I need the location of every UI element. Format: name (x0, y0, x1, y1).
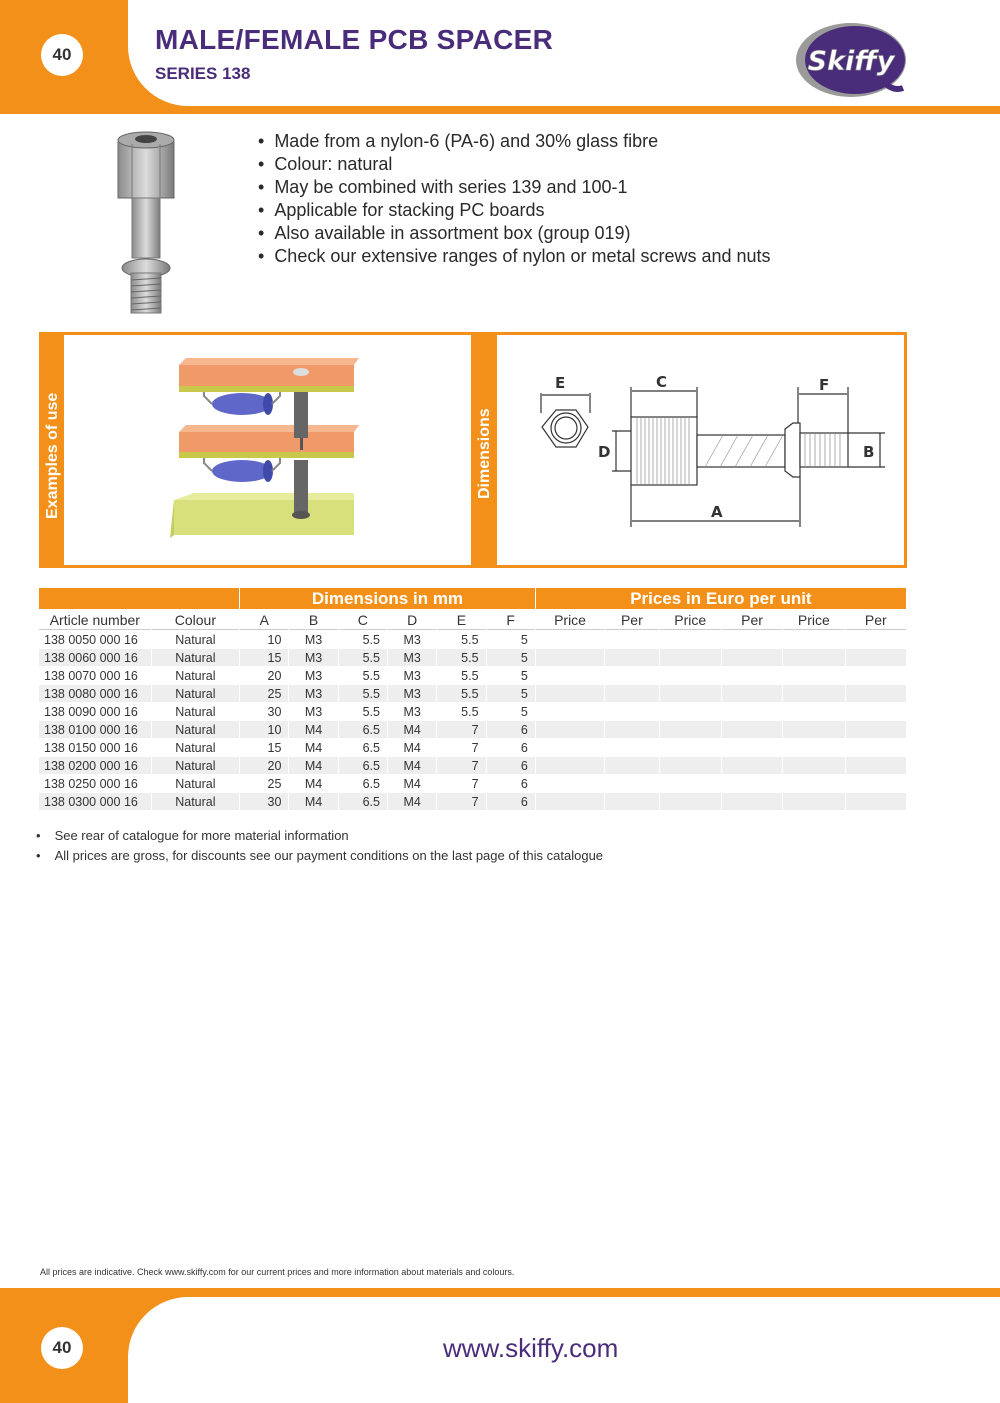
cell-price (536, 703, 604, 720)
dim-letter-d: D (598, 443, 611, 461)
skiffy-logo (793, 20, 913, 102)
cell-e: 5.5 (437, 667, 485, 684)
cell-price (783, 793, 844, 810)
cell-a: 30 (240, 793, 288, 810)
cell-colour: Natural (152, 757, 240, 774)
cell-price (660, 721, 721, 738)
cell-c: 6.5 (339, 757, 387, 774)
cell-price (536, 775, 604, 792)
cell-colour: Natural (152, 775, 240, 792)
cell-a: 15 (240, 649, 288, 666)
dim-letter-a: A (711, 503, 723, 521)
cell-per (605, 721, 658, 738)
cell-per (846, 757, 906, 774)
cell-f: 6 (487, 775, 535, 792)
col-d: D (388, 610, 436, 630)
cell-per (722, 703, 782, 720)
cell-f: 6 (487, 739, 535, 756)
cell-article-number: 138 0090 000 16 (39, 703, 151, 720)
cell-per (605, 631, 658, 648)
col-colour: Colour (152, 610, 240, 630)
col-article-number: Article number (39, 610, 151, 630)
cell-price (783, 649, 844, 666)
cell-b: M4 (289, 775, 337, 792)
cell-per (846, 685, 906, 702)
cell-d: M3 (388, 649, 436, 666)
cell-c: 5.5 (339, 703, 387, 720)
table-body (39, 631, 906, 810)
cell-price (536, 667, 604, 684)
table-row (39, 793, 906, 810)
cell-per (605, 649, 658, 666)
cell-f: 5 (487, 667, 535, 684)
cell-a: 30 (240, 703, 288, 720)
cell-d: M4 (388, 721, 436, 738)
cell-a: 20 (240, 667, 288, 684)
cell-per (605, 757, 658, 774)
cell-per (605, 775, 658, 792)
cell-d: M4 (388, 757, 436, 774)
cell-per (846, 649, 906, 666)
cell-per (605, 703, 658, 720)
cell-f: 5 (487, 703, 535, 720)
cell-price (783, 703, 844, 720)
notes-list (36, 826, 603, 866)
cell-article-number: 138 0070 000 16 (39, 667, 151, 684)
table-row (39, 649, 906, 666)
cell-price (783, 631, 844, 648)
cell-article-number: 138 0250 000 16 (39, 775, 151, 792)
col-per: Per (722, 610, 782, 630)
cell-price (660, 649, 721, 666)
cell-price (536, 649, 604, 666)
cell-a: 15 (240, 739, 288, 756)
table-row (39, 739, 906, 756)
cell-price (536, 757, 604, 774)
dim-letter-f: F (819, 376, 830, 394)
cell-price (660, 793, 721, 810)
cell-per (722, 667, 782, 684)
cell-per (605, 685, 658, 702)
cell-colour: Natural (152, 667, 240, 684)
note-item: • All prices are gross, for discounts see our payment conditions on the last page of this catalogue (36, 846, 603, 866)
cell-article-number: 138 0150 000 16 (39, 739, 151, 756)
col-a: A (240, 610, 288, 630)
cell-per (846, 631, 906, 648)
feature-item: • Colour: natural (258, 153, 771, 176)
cell-price (660, 685, 721, 702)
cell-per (605, 739, 658, 756)
col-per: Per (605, 610, 658, 630)
feature-item: • Applicable for stacking PC boards (258, 199, 771, 222)
cell-article-number: 138 0060 000 16 (39, 649, 151, 666)
website-link[interactable]: www.skiffy.com (443, 1333, 619, 1363)
cell-e: 7 (437, 721, 485, 738)
cell-e: 5.5 (437, 631, 485, 648)
col-e: E (437, 610, 485, 630)
cell-per (722, 793, 782, 810)
cell-colour: Natural (152, 685, 240, 702)
cell-per (846, 775, 906, 792)
cell-f: 6 (487, 793, 535, 810)
cell-article-number: 138 0100 000 16 (39, 721, 151, 738)
cell-price (536, 631, 604, 648)
cell-e: 5.5 (437, 685, 485, 702)
cell-c: 6.5 (339, 775, 387, 792)
dim-letter-c: C (656, 373, 668, 391)
cell-price (783, 775, 844, 792)
table-row (39, 775, 906, 792)
col-b: B (289, 610, 337, 630)
cell-b: M3 (289, 685, 337, 702)
cell-a: 10 (240, 721, 288, 738)
cell-article-number: 138 0200 000 16 (39, 757, 151, 774)
cell-per (722, 631, 782, 648)
cell-c: 6.5 (339, 721, 387, 738)
cell-price (536, 721, 604, 738)
cell-e: 5.5 (437, 649, 485, 666)
cell-b: M3 (289, 667, 337, 684)
cell-b: M4 (289, 721, 337, 738)
cell-price (536, 793, 604, 810)
cell-c: 5.5 (339, 649, 387, 666)
cell-d: M3 (388, 703, 436, 720)
cell-d: M3 (388, 631, 436, 648)
page-number-badge: 40 (41, 34, 83, 76)
cell-d: M4 (388, 775, 436, 792)
feature-item: • Check our extensive ranges of nylon or metal screws and nuts (258, 245, 771, 268)
cell-c: 6.5 (339, 739, 387, 756)
feature-item: • May be combined with series 139 and 100-1 (258, 176, 771, 199)
table-row (39, 703, 906, 720)
dimensions-label: Dimensions (476, 408, 493, 499)
cell-c: 5.5 (339, 667, 387, 684)
cell-per (722, 757, 782, 774)
cell-f: 6 (487, 721, 535, 738)
cell-c: 5.5 (339, 631, 387, 648)
col-f: F (487, 610, 535, 630)
col-c: C (339, 610, 387, 630)
cell-price (536, 685, 604, 702)
cell-price (783, 721, 844, 738)
cell-per (722, 721, 782, 738)
cell-price (783, 667, 844, 684)
col-price: Price (783, 610, 844, 630)
cell-a: 10 (240, 631, 288, 648)
cell-b: M4 (289, 793, 337, 810)
cell-article-number: 138 0050 000 16 (39, 631, 151, 648)
cell-per (722, 685, 782, 702)
cell-per (846, 703, 906, 720)
logo-text: Skiffy (807, 46, 895, 77)
cell-a: 25 (240, 685, 288, 702)
cell-b: M3 (289, 703, 337, 720)
cell-price (660, 631, 721, 648)
cell-colour: Natural (152, 739, 240, 756)
cell-f: 6 (487, 757, 535, 774)
col-per: Per (846, 610, 906, 630)
col-price: Price (660, 610, 721, 630)
cell-per (722, 775, 782, 792)
cell-per (846, 793, 906, 810)
cell-f: 5 (487, 631, 535, 648)
table-row (39, 757, 906, 774)
feature-list (258, 130, 771, 268)
cell-e: 7 (437, 757, 485, 774)
cell-a: 20 (240, 757, 288, 774)
col-price: Price (536, 610, 604, 630)
examples-label: Examples of use (44, 392, 61, 519)
cell-colour: Natural (152, 649, 240, 666)
note-item: • See rear of catalogue for more material information (36, 826, 603, 846)
cell-per (722, 649, 782, 666)
cell-per (846, 721, 906, 738)
cell-d: M4 (388, 739, 436, 756)
table-group-dimensions: Dimensions in mm (240, 588, 535, 609)
cell-price (783, 685, 844, 702)
cell-colour: Natural (152, 703, 240, 720)
cell-price (660, 703, 721, 720)
spacer-spec-table (38, 587, 907, 811)
cell-e: 7 (437, 793, 485, 810)
cell-d: M3 (388, 685, 436, 702)
footer-page-number-badge: 40 (41, 1327, 83, 1369)
stacked-pcb-illustration (164, 350, 364, 550)
cell-e: 5.5 (437, 703, 485, 720)
table-row (39, 667, 906, 684)
cell-per (605, 667, 658, 684)
feature-item: • Also available in assortment box (group 019) (258, 222, 771, 245)
cell-c: 5.5 (339, 685, 387, 702)
cell-e: 7 (437, 775, 485, 792)
cell-b: M4 (289, 757, 337, 774)
cell-f: 5 (487, 649, 535, 666)
cell-price (660, 775, 721, 792)
table-group-prices: Prices in Euro per unit (536, 588, 906, 609)
table-row (39, 685, 906, 702)
cell-b: M3 (289, 631, 337, 648)
dim-letter-b: B (863, 443, 875, 461)
cell-b: M3 (289, 649, 337, 666)
table-row (39, 721, 906, 738)
cell-a: 25 (240, 775, 288, 792)
feature-item: • Made from a nylon-6 (PA-6) and 30% glass fibre (258, 130, 771, 153)
cell-price (536, 739, 604, 756)
cell-colour: Natural (152, 721, 240, 738)
page-subtitle: SERIES 138 (155, 64, 251, 83)
cell-price (660, 757, 721, 774)
cell-d: M3 (388, 667, 436, 684)
cell-colour: Natural (152, 631, 240, 648)
cell-d: M4 (388, 793, 436, 810)
cell-per (846, 739, 906, 756)
cell-per (846, 667, 906, 684)
cell-price (660, 667, 721, 684)
dim-letter-e: E (555, 374, 566, 392)
table-row (39, 631, 906, 648)
cell-article-number: 138 0300 000 16 (39, 793, 151, 810)
page-title: MALE/FEMALE PCB SPACER (155, 24, 554, 55)
spacer-product-image (108, 128, 184, 318)
price-disclaimer: All prices are indicative. Check www.skiffy.com for our current prices and more information about materials and colours. (40, 1267, 515, 1277)
dimension-drawing (515, 365, 895, 535)
cell-e: 7 (437, 739, 485, 756)
cell-b: M4 (289, 739, 337, 756)
table-group-blank (39, 588, 239, 609)
cell-colour: Natural (152, 793, 240, 810)
cell-article-number: 138 0080 000 16 (39, 685, 151, 702)
cell-per (605, 793, 658, 810)
cell-f: 5 (487, 685, 535, 702)
cell-per (722, 739, 782, 756)
cell-price (783, 739, 844, 756)
cell-price (783, 757, 844, 774)
cell-c: 6.5 (339, 793, 387, 810)
cell-price (660, 739, 721, 756)
